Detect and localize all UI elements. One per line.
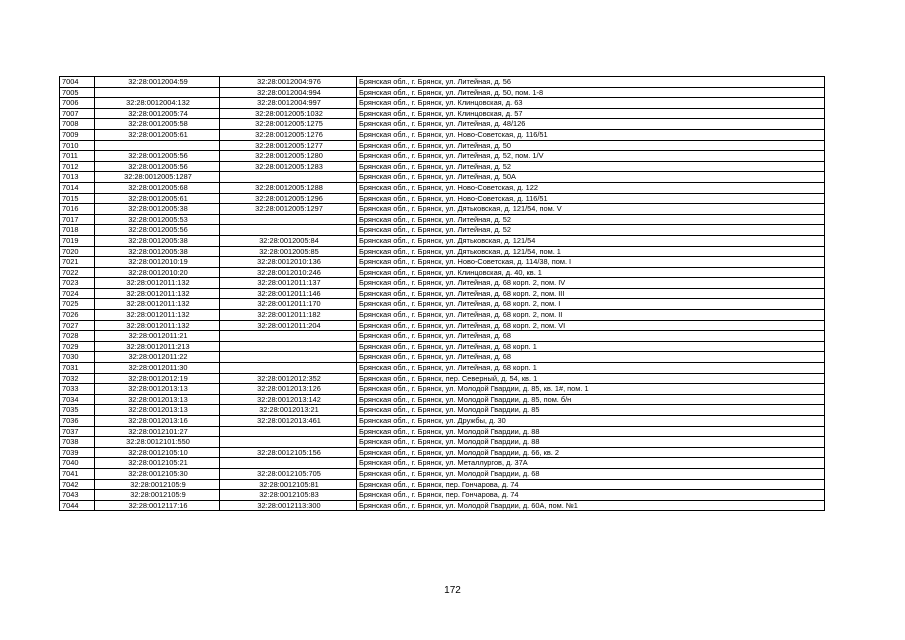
row-number-cell: 7033 [60,384,95,395]
row-number-cell: 7018 [60,225,95,236]
row-number-cell: 7023 [60,278,95,289]
land-cadastral-number-cell: 32:28:0012011:132 [95,320,220,331]
land-cadastral-number-cell: 32:28:0012010:19 [95,257,220,268]
land-cadastral-number-cell: 32:28:0012013:13 [95,405,220,416]
table-row [60,405,825,416]
address-cell: Брянская обл., г. Брянск, ул. Литейная, д. 56 [357,77,825,88]
table-row [60,394,825,405]
land-cadastral-number-cell: 32:28:0012005:1287 [95,172,220,183]
row-number-cell: 7016 [60,204,95,215]
building-cadastral-number-cell: 32:28:0012005:1288 [220,182,357,193]
address-cell: Брянская обл., г. Брянск, ул. Литейная, д. 52, пом. 1/V [357,151,825,162]
table-row [60,331,825,342]
building-cadastral-number-cell: 32:28:0012105:81 [220,479,357,490]
table-row [60,490,825,501]
row-number-cell: 7024 [60,288,95,299]
row-number-cell: 7038 [60,437,95,448]
building-cadastral-number-cell: 32:28:0012004:976 [220,77,357,88]
table-row [60,384,825,395]
building-cadastral-number-cell [220,341,357,352]
building-cadastral-number-cell: 32:28:0012004:994 [220,87,357,98]
land-cadastral-number-cell: 32:28:0012005:53 [95,214,220,225]
building-cadastral-number-cell: 32:28:0012105:705 [220,468,357,479]
building-cadastral-number-cell: 32:28:0012004:997 [220,98,357,109]
land-cadastral-number-cell: 32:28:0012012:19 [95,373,220,384]
registry-table [59,76,825,511]
table-row [60,447,825,458]
row-number-cell: 7044 [60,500,95,511]
land-cadastral-number-cell: 32:28:0012101:550 [95,437,220,448]
row-number-cell: 7006 [60,98,95,109]
address-cell: Брянская обл., г. Брянск, ул. Клинцовская, д. 57 [357,108,825,119]
building-cadastral-number-cell [220,225,357,236]
table-row [60,108,825,119]
building-cadastral-number-cell [220,214,357,225]
row-number-cell: 7037 [60,426,95,437]
building-cadastral-number-cell: 32:28:0012105:156 [220,447,357,458]
row-number-cell: 7014 [60,182,95,193]
table-row [60,267,825,278]
address-cell: Брянская обл., г. Брянск, ул. Молодой Гвардии, д. 66, кв. 2 [357,447,825,458]
address-cell: Брянская обл., г. Брянск, ул. Молодой Гвардии, д. 60А, пом. №1 [357,500,825,511]
row-number-cell: 7010 [60,140,95,151]
registry-table-body [60,77,825,511]
land-cadastral-number-cell: 32:28:0012105:30 [95,468,220,479]
table-row [60,468,825,479]
row-number-cell: 7026 [60,310,95,321]
building-cadastral-number-cell: 32:28:0012005:1280 [220,151,357,162]
building-cadastral-number-cell: 32:28:0012005:1032 [220,108,357,119]
land-cadastral-number-cell: 32:28:0012005:56 [95,225,220,236]
building-cadastral-number-cell: 32:28:0012013:21 [220,405,357,416]
row-number-cell: 7028 [60,331,95,342]
land-cadastral-number-cell: 32:28:0012013:16 [95,416,220,427]
table-row [60,341,825,352]
land-cadastral-number-cell: 32:28:0012011:213 [95,341,220,352]
row-number-cell: 7008 [60,119,95,130]
building-cadastral-number-cell: 32:28:0012012:352 [220,373,357,384]
building-cadastral-number-cell: 32:28:0012005:1283 [220,161,357,172]
row-number-cell: 7017 [60,214,95,225]
land-cadastral-number-cell: 32:28:0012005:61 [95,129,220,140]
address-cell: Брянская обл., г. Брянск, ул. Литейная, д. 68 корп. 2, пом. III [357,288,825,299]
address-cell: Брянская обл., г. Брянск, пер. Гончарова, д. 74 [357,479,825,490]
building-cadastral-number-cell [220,363,357,374]
building-cadastral-number-cell [220,331,357,342]
building-cadastral-number-cell: 32:28:0012011:137 [220,278,357,289]
address-cell: Брянская обл., г. Брянск, ул. Дятьковская, д. 121/54 [357,235,825,246]
land-cadastral-number-cell: 32:28:0012105:10 [95,447,220,458]
land-cadastral-number-cell: 32:28:0012011:30 [95,363,220,374]
building-cadastral-number-cell: 32:28:0012005:1296 [220,193,357,204]
land-cadastral-number-cell: 32:28:0012105:21 [95,458,220,469]
building-cadastral-number-cell [220,352,357,363]
table-row [60,235,825,246]
table-row [60,98,825,109]
building-cadastral-number-cell: 32:28:0012011:170 [220,299,357,310]
row-number-cell: 7015 [60,193,95,204]
table-row [60,352,825,363]
table-row [60,500,825,511]
row-number-cell: 7007 [60,108,95,119]
address-cell: Брянская обл., г. Брянск, ул. Литейная, д. 52 [357,214,825,225]
land-cadastral-number-cell: 32:28:0012010:20 [95,267,220,278]
table-row [60,77,825,88]
row-number-cell: 7004 [60,77,95,88]
table-row [60,479,825,490]
address-cell: Брянская обл., г. Брянск, ул. Металлургов, д. 37А [357,458,825,469]
building-cadastral-number-cell: 32:28:0012013:461 [220,416,357,427]
table-row [60,204,825,215]
address-cell: Брянская обл., г. Брянск, ул. Ново-Советская, д. 122 [357,182,825,193]
table-row [60,151,825,162]
table-row [60,416,825,427]
address-cell: Брянская обл., г. Брянск, ул. Литейная, д. 68 корп. 2, пом. II [357,310,825,321]
table-row [60,458,825,469]
row-number-cell: 7039 [60,447,95,458]
row-number-cell: 7031 [60,363,95,374]
table-row [60,437,825,448]
land-cadastral-number-cell: 32:28:0012004:59 [95,77,220,88]
address-cell: Брянская обл., г. Брянск, ул. Литейная, д. 68 корп. 2, пом. VI [357,320,825,331]
building-cadastral-number-cell [220,458,357,469]
row-number-cell: 7019 [60,235,95,246]
land-cadastral-number-cell: 32:28:0012011:22 [95,352,220,363]
land-cadastral-number-cell: 32:28:0012101:27 [95,426,220,437]
table-row [60,278,825,289]
land-cadastral-number-cell: 32:28:0012011:21 [95,331,220,342]
address-cell: Брянская обл., г. Брянск, ул. Литейная, д. 50А [357,172,825,183]
address-cell: Брянская обл., г. Брянск, ул. Ново-Советская, д. 116/51 [357,129,825,140]
land-cadastral-number-cell: 32:28:0012011:132 [95,310,220,321]
row-number-cell: 7042 [60,479,95,490]
building-cadastral-number-cell: 32:28:0012011:204 [220,320,357,331]
land-cadastral-number-cell: 32:28:0012005:38 [95,246,220,257]
address-cell: Брянская обл., г. Брянск, ул. Литейная, д. 52 [357,161,825,172]
address-cell: Брянская обл., г. Брянск, ул. Литейная, д. 68 корп. 1 [357,341,825,352]
building-cadastral-number-cell: 32:28:0012005:85 [220,246,357,257]
table-row [60,288,825,299]
table-row [60,310,825,321]
building-cadastral-number-cell: 32:28:0012005:1297 [220,204,357,215]
building-cadastral-number-cell: 32:28:0012005:1277 [220,140,357,151]
table-row [60,299,825,310]
address-cell: Брянская обл., г. Брянск, ул. Ново-Советская, д. 116/51 [357,193,825,204]
address-cell: Брянская обл., г. Брянск, ул. Молодой Гвардии, д. 85, кв. 1#, пом. 1 [357,384,825,395]
building-cadastral-number-cell: 32:28:0012010:136 [220,257,357,268]
land-cadastral-number-cell: 32:28:0012005:38 [95,235,220,246]
row-number-cell: 7009 [60,129,95,140]
address-cell: Брянская обл., г. Брянск, пер. Гончарова, д. 74 [357,490,825,501]
row-number-cell: 7012 [60,161,95,172]
land-cadastral-number-cell: 32:28:0012011:132 [95,278,220,289]
building-cadastral-number-cell: 32:28:0012005:1276 [220,129,357,140]
row-number-cell: 7022 [60,267,95,278]
land-cadastral-number-cell: 32:28:0012005:56 [95,161,220,172]
building-cadastral-number-cell [220,437,357,448]
table-row [60,193,825,204]
address-cell: Брянская обл., г. Брянск, ул. Молодой Гвардии, д. 85 [357,405,825,416]
row-number-cell: 7021 [60,257,95,268]
address-cell: Брянская обл., г. Брянск, ул. Дружбы, д. 30 [357,416,825,427]
table-row [60,140,825,151]
building-cadastral-number-cell: 32:28:0012010:246 [220,267,357,278]
address-cell: Брянская обл., г. Брянск, ул. Литейная, д. 52 [357,225,825,236]
row-number-cell: 7043 [60,490,95,501]
table-row [60,257,825,268]
address-cell: Брянская обл., г. Брянск, ул. Литейная, д. 68 [357,352,825,363]
address-cell: Брянская обл., г. Брянск, ул. Литейная, д. 48/126 [357,119,825,130]
table-row [60,320,825,331]
building-cadastral-number-cell: 32:28:0012105:83 [220,490,357,501]
row-number-cell: 7040 [60,458,95,469]
table-row [60,363,825,374]
table-row [60,182,825,193]
building-cadastral-number-cell: 32:28:0012013:126 [220,384,357,395]
row-number-cell: 7005 [60,87,95,98]
table-row [60,373,825,384]
row-number-cell: 7027 [60,320,95,331]
land-cadastral-number-cell [95,87,220,98]
address-cell: Брянская обл., г. Брянск, ул. Литейная, д. 68 корп. 2, пом. IV [357,278,825,289]
land-cadastral-number-cell: 32:28:0012011:132 [95,299,220,310]
building-cadastral-number-cell [220,426,357,437]
building-cadastral-number-cell: 32:28:0012013:142 [220,394,357,405]
table-row [60,172,825,183]
address-cell: Брянская обл., г. Брянск, ул. Молодой Гвардии, д. 68 [357,468,825,479]
row-number-cell: 7011 [60,151,95,162]
address-cell: Брянская обл., г. Брянск, ул. Литейная, д. 50 [357,140,825,151]
address-cell: Брянская обл., г. Брянск, ул. Литейная, д. 50, пом. 1-8 [357,87,825,98]
land-cadastral-number-cell: 32:28:0012013:13 [95,384,220,395]
row-number-cell: 7029 [60,341,95,352]
row-number-cell: 7032 [60,373,95,384]
land-cadastral-number-cell: 32:28:0012005:61 [95,193,220,204]
address-cell: Брянская обл., г. Брянск, ул. Литейная, д. 68 [357,331,825,342]
table-row [60,246,825,257]
row-number-cell: 7030 [60,352,95,363]
table-row [60,87,825,98]
address-cell: Брянская обл., г. Брянск, ул. Ново-Советская, д. 114/38, пом. I [357,257,825,268]
table-row [60,426,825,437]
land-cadastral-number-cell: 32:28:0012105:9 [95,490,220,501]
row-number-cell: 7041 [60,468,95,479]
land-cadastral-number-cell: 32:28:0012005:38 [95,204,220,215]
building-cadastral-number-cell: 32:28:0012011:146 [220,288,357,299]
address-cell: Брянская обл., г. Брянск, ул. Дятьковская, д. 121/54, пом. 1 [357,246,825,257]
row-number-cell: 7034 [60,394,95,405]
building-cadastral-number-cell: 32:28:0012005:1275 [220,119,357,130]
land-cadastral-number-cell: 32:28:0012011:132 [95,288,220,299]
address-cell: Брянская обл., г. Брянск, ул. Молодой Гвардии, д. 85, пом. б/н [357,394,825,405]
land-cadastral-number-cell: 32:28:0012005:58 [95,119,220,130]
address-cell: Брянская обл., г. Брянск, ул. Клинцовская, д. 40, кв. 1 [357,267,825,278]
address-cell: Брянская обл., г. Брянск, ул. Молодой Гвардии, д. 88 [357,437,825,448]
land-cadastral-number-cell: 32:28:0012105:9 [95,479,220,490]
table-row [60,161,825,172]
building-cadastral-number-cell: 32:28:0012113:300 [220,500,357,511]
row-number-cell: 7020 [60,246,95,257]
address-cell: Брянская обл., г. Брянск, пер. Северный, д. 54, кв. 1 [357,373,825,384]
land-cadastral-number-cell: 32:28:0012004:132 [95,98,220,109]
land-cadastral-number-cell [95,140,220,151]
table-row [60,119,825,130]
row-number-cell: 7035 [60,405,95,416]
land-cadastral-number-cell: 32:28:0012005:68 [95,182,220,193]
land-cadastral-number-cell: 32:28:0012005:56 [95,151,220,162]
table-row [60,225,825,236]
table-row [60,214,825,225]
building-cadastral-number-cell: 32:28:0012005:84 [220,235,357,246]
row-number-cell: 7013 [60,172,95,183]
land-cadastral-number-cell: 32:28:0012005:74 [95,108,220,119]
row-number-cell: 7036 [60,416,95,427]
row-number-cell: 7025 [60,299,95,310]
building-cadastral-number-cell [220,172,357,183]
table-row [60,129,825,140]
address-cell: Брянская обл., г. Брянск, ул. Клинцовская, д. 63 [357,98,825,109]
address-cell: Брянская обл., г. Брянск, ул. Литейная, д. 68 корп. 2, пом. I [357,299,825,310]
page-number: 172 [444,585,461,596]
land-cadastral-number-cell: 32:28:0012117:16 [95,500,220,511]
building-cadastral-number-cell: 32:28:0012011:182 [220,310,357,321]
address-cell: Брянская обл., г. Брянск, ул. Дятьковская, д. 121/54, пом. V [357,204,825,215]
land-cadastral-number-cell: 32:28:0012013:13 [95,394,220,405]
address-cell: Брянская обл., г. Брянск, ул. Молодой Гвардии, д. 88 [357,426,825,437]
address-cell: Брянская обл., г. Брянск, ул. Литейная, д. 68 корп. 1 [357,363,825,374]
